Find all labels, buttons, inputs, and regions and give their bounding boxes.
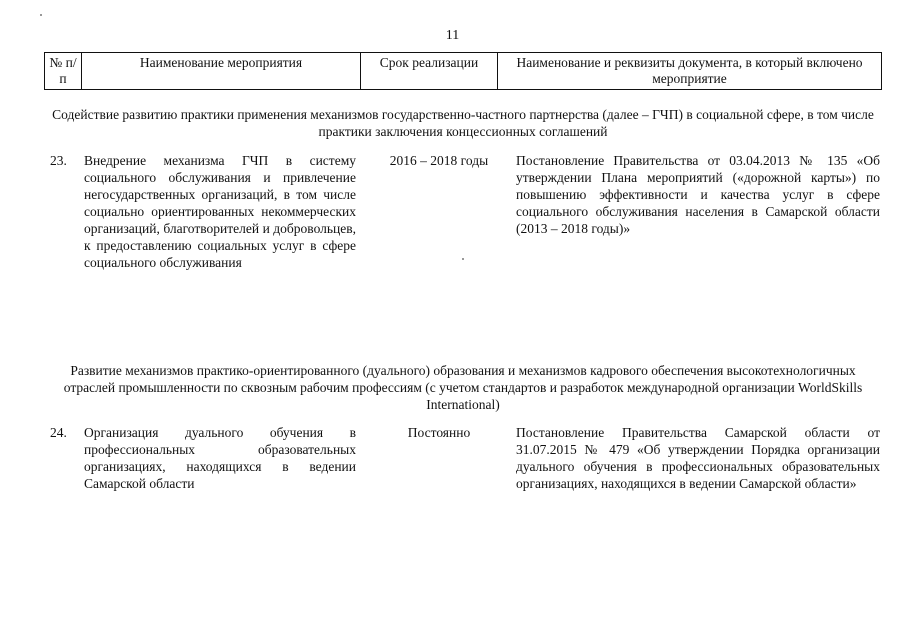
entry-term: 2016 – 2018 годы [389, 153, 489, 168]
header-term: Срок реализации [361, 53, 498, 90]
header-num: № п/п [45, 53, 82, 90]
header-document: Наименование и реквизиты документа, в который включено мероприятие [498, 53, 882, 90]
entry-name: Организация дуального обучения в профессиональных образовательных организациях, находящихся в ведении Самарской области [84, 425, 356, 491]
header-name: Наименование мероприятия [82, 53, 361, 90]
page-number: 11 [445, 28, 460, 43]
entry-number: 24. [50, 425, 67, 440]
table-header [44, 52, 882, 90]
entry-number: 23. [50, 153, 67, 168]
scan-speck [40, 14, 42, 16]
entry-document: Постановление Правительства Самарской области от 31.07.2015 № 479 «Об утверждении Порядка организации дуального обучения в профессиональных образовательных организациях, находящихся в ведении Самарской области» [516, 425, 880, 491]
section-title-gchp: Содействие развитию практики применения механизмов государственно-частного партнерства (далее – ГЧП) в социальной сфере, в том числе практики заключения концессионных соглашений [52, 107, 874, 139]
entry-name: Внедрение механизма ГЧП в систему социального обслуживания и привлечение негосударственных организаций, в том числе социально ориентированных некоммерческих организаций, благотворителей и добровольцев, к предоставлению социальных услуг в сфере социального обслуживания [84, 153, 356, 270]
section-title-dual: Развитие механизмов практико-ориентированного (дуального) образования и механизмов кадрового обеспечения высокотехнологичных отраслей промышленности по сквозным рабочим профессиям (с учетом стандартов и разработок международной организации WorldSkills International) [63, 363, 863, 412]
scan-speck [462, 258, 464, 260]
entry-document: Постановление Правительства от 03.04.2013 № 135 «Об утверждении Плана мероприятий («дорожной карты») по повышению эффективности и качества услуг в сфере социального обслуживания населения в Самарской области (2013 – 2018 годы)» [516, 153, 880, 236]
entry-term: Постоянно [407, 425, 471, 440]
